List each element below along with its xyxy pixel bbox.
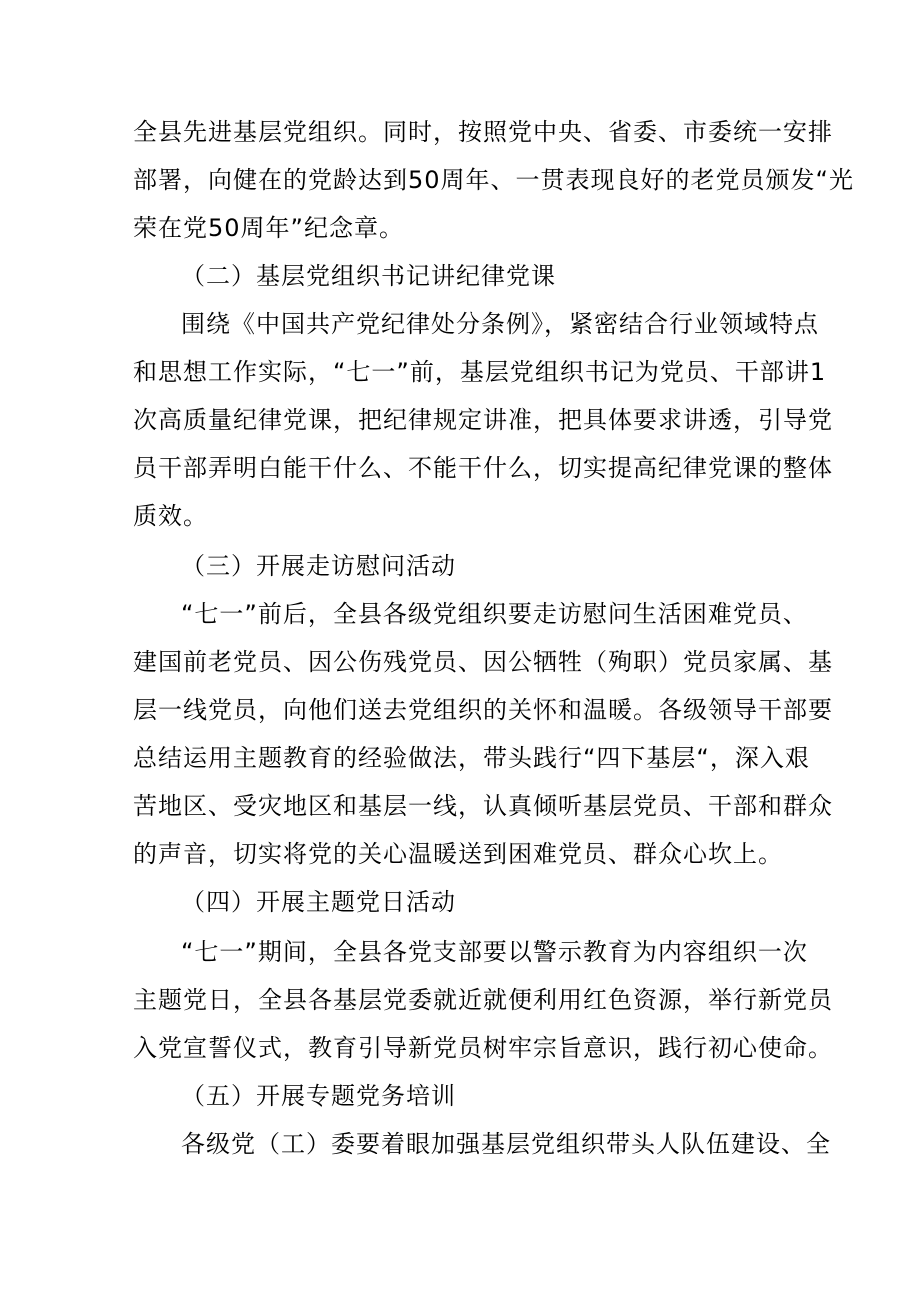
heading-text: （二）基层党组织书记讲纪律党课 (181, 262, 556, 290)
section-heading (0, 542, 920, 590)
text-line (0, 348, 920, 396)
line-text: “七一”前后，全县各级党组织要走访慰问生活困难党员、 (181, 600, 808, 628)
text-line (0, 396, 920, 444)
line-text: 次高质量纪律党课，把纪律规定讲准，把具体要求讲透，引导党 (133, 406, 833, 434)
line-text: 层一线党员，向他们送去党组织的关怀和温暖。各级领导干部要 (133, 696, 833, 724)
line-text: “七一”期间，全县各党支部要以警示教育为内容组织一次 (181, 938, 808, 966)
line-text: 围绕《中国共产党纪律处分条例》，紧密结合行业领域特点 (181, 310, 819, 338)
text-line (0, 108, 920, 156)
text-line (0, 638, 920, 686)
line-text: 和思想工作实际，“七一”前，基层党组织书记为党员、干部讲1 (133, 358, 827, 386)
text-line (0, 686, 920, 734)
section-heading (0, 252, 920, 300)
text-line (0, 1024, 920, 1072)
text-line (0, 976, 920, 1024)
text-line (0, 590, 920, 638)
text-line (0, 782, 920, 830)
text-line (0, 734, 920, 782)
text-line (0, 928, 920, 976)
heading-text: （四）开展主题党日活动 (181, 888, 456, 916)
text-line (0, 830, 920, 878)
section-heading (0, 878, 920, 926)
text-line (0, 444, 920, 492)
line-text: 员干部弄明白能干什么、不能干什么，切实提高纪律党课的整体 (133, 454, 833, 482)
text-line (0, 1120, 920, 1168)
line-text: 的声音，切实将党的关心温暖送到困难党员、群众心坎上。 (133, 840, 783, 868)
line-text: 各级党（工）委要着眼加强基层党组织带头人队伍建设、全 (181, 1130, 831, 1158)
heading-text: （五）开展专题党务培训 (181, 1082, 456, 1110)
line-text: 建国前老党员、因公伤残党员、因公牺牲（殉职）党员家属、基 (133, 648, 833, 676)
line-text: 荣在党50周年”纪念章。 (133, 214, 404, 242)
section-heading (0, 1072, 920, 1120)
line-text: 总结运用主题教育的经验做法，带头践行“四下基层“，深入艰 (133, 744, 810, 772)
text-line (0, 300, 920, 348)
line-text: 全县先进基层党组织。同时，按照党中央、省委、市委统一安排 (133, 118, 833, 146)
text-line (0, 156, 920, 204)
text-line (0, 204, 920, 252)
line-text: 苦地区、受灾地区和基层一线，认真倾听基层党员、干部和群众 (133, 792, 833, 820)
line-text: 质效。 (133, 502, 208, 530)
line-text: 部署，向健在的党龄达到50周年、一贯表现良好的老党员颁发“光 (133, 166, 854, 194)
line-text: 主题党日，全县各基层党委就近就便利用红色资源，举行新党员 (133, 986, 833, 1014)
text-line (0, 492, 920, 540)
heading-text: （三）开展走访慰问活动 (181, 552, 456, 580)
line-text: 入党宣誓仪式，教育引导新党员树牢宗旨意识，践行初心使命。 (133, 1034, 833, 1062)
